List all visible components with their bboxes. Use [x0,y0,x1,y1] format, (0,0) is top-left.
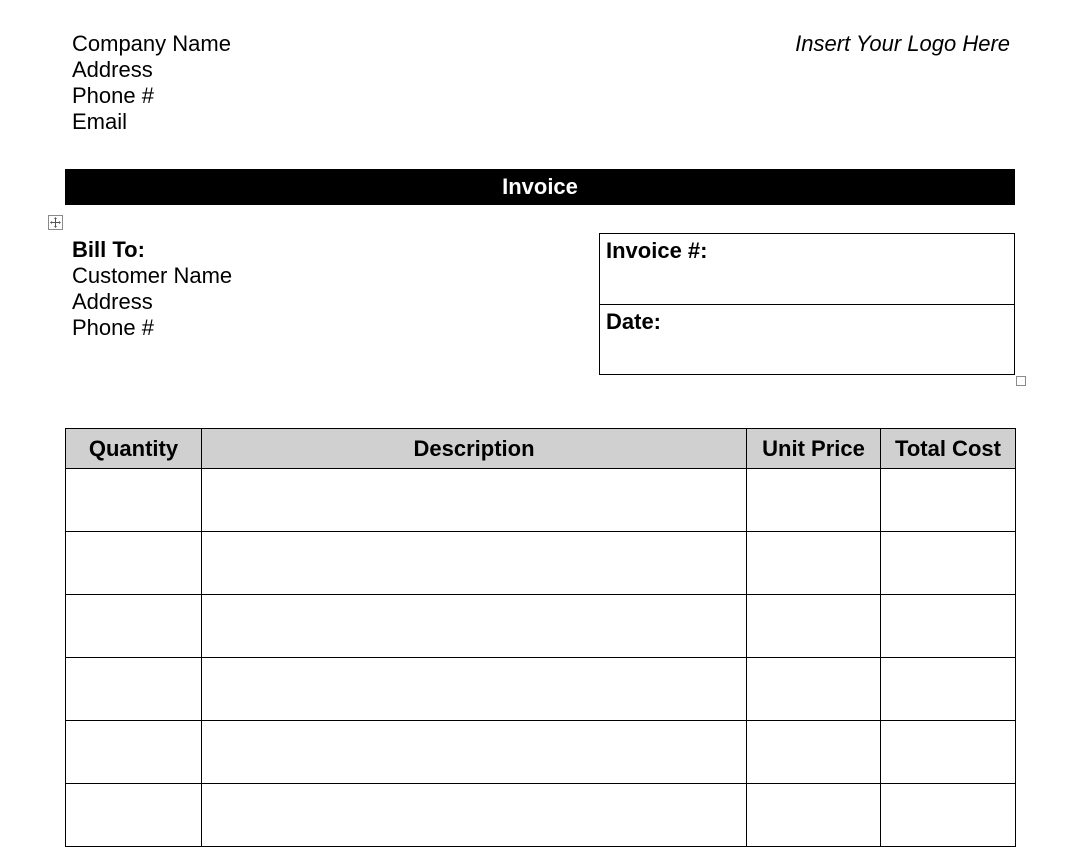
company-info [72,31,231,135]
customer-phone[interactable]: Phone # [72,315,154,340]
unit-price-cell[interactable] [747,532,881,595]
description-cell[interactable] [202,721,747,784]
description-cell[interactable] [202,532,747,595]
table-row [66,532,1016,595]
quantity-cell[interactable] [66,721,202,784]
company-phone[interactable]: Phone # [72,83,154,108]
quantity-cell[interactable] [66,658,202,721]
table-row [66,721,1016,784]
invoice-number-cell[interactable] [600,234,1014,305]
quantity-cell[interactable] [66,784,202,847]
table-row [66,595,1016,658]
description-cell[interactable] [202,658,747,721]
total-cost-cell[interactable] [881,469,1016,532]
date-label: Date: [606,309,662,334]
total-cost-cell[interactable] [881,784,1016,847]
unit-price-cell[interactable] [747,784,881,847]
description-header[interactable]: Description [202,429,747,469]
invoice-title-banner[interactable]: Invoice [65,169,1015,205]
bill-to-heading[interactable]: Bill To: [72,237,145,262]
table-move-icon[interactable] [48,215,63,230]
table-row [66,469,1016,532]
total-cost-cell[interactable] [881,658,1016,721]
quantity-cell[interactable] [66,469,202,532]
description-cell[interactable] [202,784,747,847]
invoice-meta-table [599,233,1015,375]
table-row [66,658,1016,721]
customer-name[interactable]: Customer Name [72,263,233,288]
total-cost-cell[interactable] [881,595,1016,658]
company-address[interactable]: Address [72,57,153,82]
unit-price-header[interactable]: Unit Price [747,429,881,469]
quantity-cell[interactable] [66,595,202,658]
company-name[interactable]: Company Name [72,31,231,56]
company-email[interactable]: Email [72,109,128,134]
line-items-table [65,428,1016,847]
description-cell[interactable] [202,469,747,532]
date-cell[interactable] [600,305,1014,375]
total-cost-header[interactable]: Total Cost [881,429,1016,469]
quantity-header[interactable]: Quantity [66,429,202,469]
unit-price-cell[interactable] [747,595,881,658]
invoice-number-label: Invoice #: [606,238,708,263]
table-resize-icon[interactable] [1016,376,1026,386]
quantity-cell[interactable] [66,532,202,595]
table-row [66,784,1016,847]
total-cost-cell[interactable] [881,532,1016,595]
logo-placeholder[interactable]: Insert Your Logo Here [795,31,1010,56]
total-cost-cell[interactable] [881,721,1016,784]
table-header-row [66,429,1016,469]
customer-address[interactable]: Address [72,289,153,314]
bill-to-section [72,237,232,341]
description-cell[interactable] [202,595,747,658]
move-arrows-icon [49,216,62,229]
unit-price-cell[interactable] [747,469,881,532]
unit-price-cell[interactable] [747,721,881,784]
unit-price-cell[interactable] [747,658,881,721]
